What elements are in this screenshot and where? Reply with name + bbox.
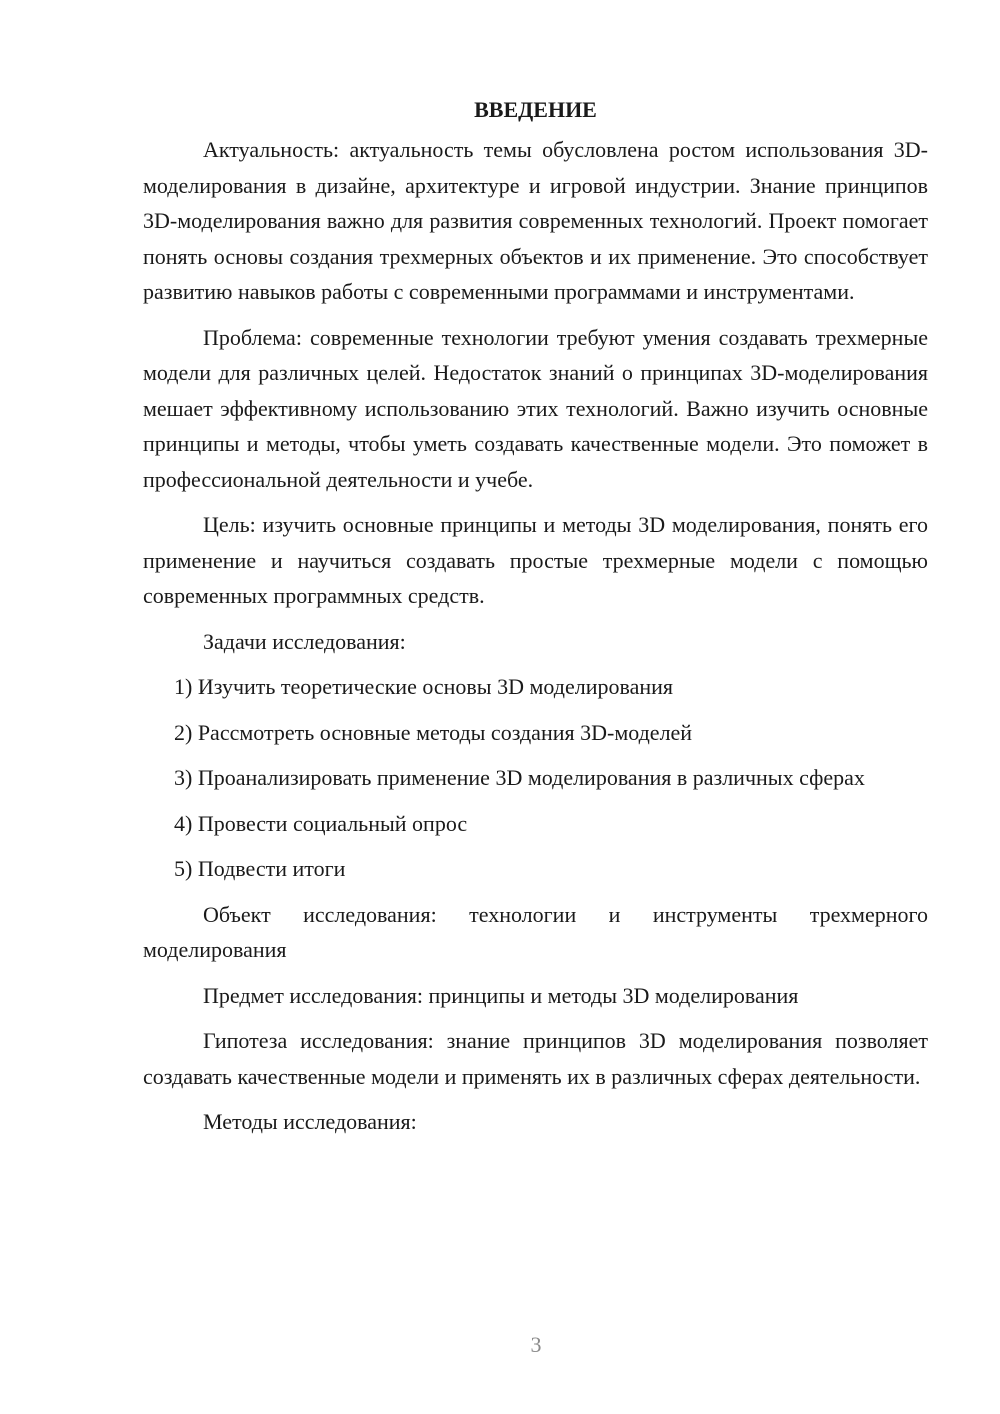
- section-title: ВВЕДЕНИЕ: [474, 97, 597, 122]
- paragraph-hypothesis: Гипотеза исследования: знание принципов 3D моделирования позволяет создавать качественные модели и применять их в различных сферах деятельности.: [143, 1028, 928, 1089]
- paragraph-methods: Методы исследования:: [203, 1109, 417, 1134]
- page-number: 3: [530, 1332, 542, 1357]
- paragraph-subject: Предмет исследования: принципы и методы 3D моделирования: [203, 982, 799, 1008]
- task-item: 3) Проанализировать применение 3D моделирования в различных сферах: [174, 765, 865, 790]
- task-item: 2) Рассмотреть основные методы создания 3D-моделей: [174, 719, 693, 745]
- task-item: 5) Подвести итоги: [174, 856, 346, 881]
- paragraph-tasks-heading: Задачи исследования:: [203, 628, 406, 654]
- task-item: 1) Изучить теоретические основы 3D моделирования: [174, 674, 673, 699]
- paragraph-object: Объект исследования: технологии и инструменты трехмерного моделирования: [143, 901, 928, 962]
- paragraph-relevance: Актуальность: актуальность темы обусловлена ростом использования 3D-моделирования в дизайне, архитектуре и игровой индустрии. Знание принципов 3D-моделирования важно для развития современных технологий. Проект помогает понять основы создания трехмерных объектов и их применение. Это способствует развитию навыков работы с современными программами и инструментами.: [143, 137, 928, 304]
- task-item: 4) Провести социальный опрос: [174, 810, 468, 836]
- paragraph-goal: Цель: изучить основные принципы и методы 3D моделирования, понять его применение и научиться создавать простые трехмерные модели с помощью современных программных средств.: [143, 512, 928, 608]
- document-page: [143, 92, 928, 1150]
- paragraph-problem: Проблема: современные технологии требуют умения создавать трехмерные модели для различных целей. Недостаток знаний о принципах 3D-моделирования мешает эффективному использованию этих технологий. Важно изучить основные принципы и методы, чтобы уметь создавать качественные модели. Это поможет в профессиональной деятельности и учебе.: [143, 324, 928, 492]
